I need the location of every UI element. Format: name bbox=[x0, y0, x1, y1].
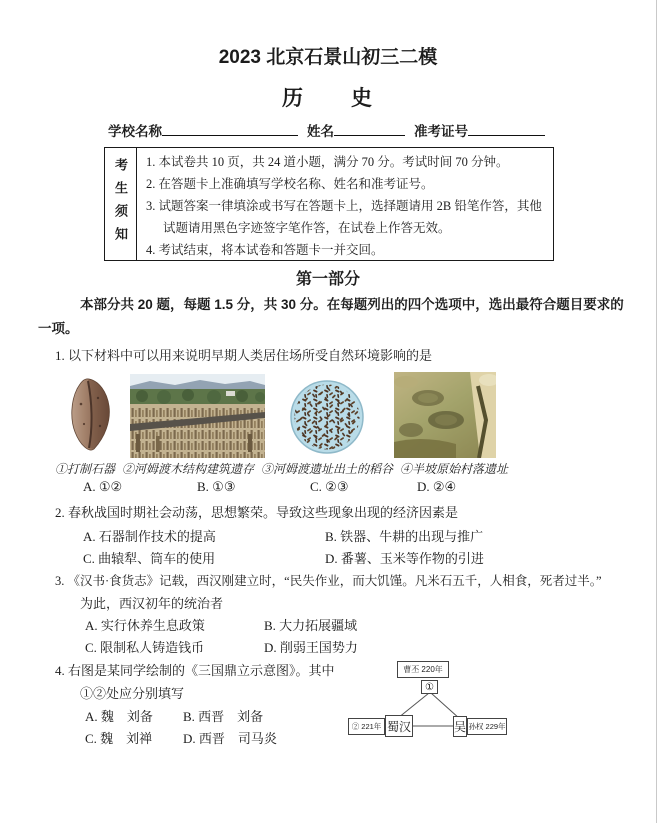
q3-option-d: D. 削弱王国势力 bbox=[264, 640, 358, 655]
student-info-row bbox=[108, 120, 545, 140]
section-heading: 第一部分 bbox=[295, 271, 360, 288]
q1-stem: 1. 以下材料中可以用来说明早期人类居住场所受自然环境影响的是 bbox=[55, 348, 433, 363]
school-name-label: 学校名称 bbox=[108, 124, 162, 139]
diagram-box-sunquan-229: 孙权 229年 bbox=[467, 718, 507, 735]
q4-stem-line2: ①②处应分别填写 bbox=[80, 686, 185, 701]
diagram-box-shuhan: 蜀汉 bbox=[385, 715, 413, 737]
q3-stem-line2: 为此，西汉初年的统治者 bbox=[80, 596, 224, 611]
q3-stem-line1: 3. 《汉书·食货志》记载，西汉刚建立时，“民失作业，而大饥馑。凡米石五千，人相食，死者过半。” bbox=[55, 574, 602, 588]
q4-stem-line1: 4. 右图是某同学绘制的《三国鼎立示意图》。其中 bbox=[55, 663, 335, 678]
caption-rice-grains: ③河姆渡遗址出土的稻谷 bbox=[261, 462, 394, 476]
photo-hemudu-rice-grains bbox=[290, 380, 364, 454]
q3-option-a: A. 实行休养生息政策 bbox=[85, 618, 205, 633]
school-name-blank-line bbox=[162, 122, 298, 136]
exam-id-blank-line bbox=[468, 122, 545, 136]
diagram-box-node2-221: ② 221年 bbox=[348, 718, 385, 735]
q3-option-b: B. 大力拓展疆域 bbox=[264, 618, 358, 633]
q1-option-a: A. ①② bbox=[83, 479, 123, 494]
subject-title: 历 史 bbox=[282, 87, 374, 110]
section-intro-line2: 一项。 bbox=[38, 321, 79, 336]
q2-option-b: B. 铁器、牛耕的出现与推广 bbox=[325, 529, 484, 544]
page-title: 2023 北京石景山初三二模 bbox=[218, 47, 438, 68]
caption-stone-tool: ①打制石器 bbox=[55, 462, 116, 476]
photo-chipped-stone-tool bbox=[63, 376, 117, 454]
name-label: 姓名 bbox=[307, 124, 334, 139]
caption-banpo-site: ④半坡原始村落遗址 bbox=[400, 462, 509, 476]
notice-item-2: 2. 在答题卡上准确填写学校名称、姓名和准考证号。 bbox=[146, 177, 434, 191]
q2-option-d: D. 番薯、玉米等作物的引进 bbox=[325, 551, 484, 566]
diagram-box-caopi-220: 曹丕 220年 bbox=[397, 661, 449, 678]
diagram-node-1: ① bbox=[421, 680, 438, 694]
q2-option-c: C. 曲辕犁、筒车的使用 bbox=[83, 551, 216, 566]
candidate-notice-box bbox=[104, 147, 554, 261]
photo-hemudu-wooden-structure-site bbox=[130, 374, 265, 458]
photo-banpo-village-site bbox=[394, 372, 496, 458]
q2-option-a: A. 石器制作技术的提高 bbox=[83, 529, 216, 544]
caption-hemudu-structure: ②河姆渡木结构建筑遗存 bbox=[122, 462, 255, 476]
notice-item-4: 4. 考试结束，将本试卷和答题卡一并交回。 bbox=[146, 243, 384, 257]
notice-item-3: 3. 试题答案一律填涂或书写在答题卡上，选择题请用 2B 铅笔作答，其他试题请用黑色字迹签字笔作答，在试卷上作答无效。 bbox=[146, 199, 542, 235]
notice-items bbox=[137, 148, 553, 260]
q4-option-d: D. 西晋 司马炎 bbox=[183, 731, 277, 746]
q1-option-c: C. ②③ bbox=[310, 479, 349, 494]
q2-stem: 2. 春秋战国时期社会动荡，思想繁荣。导致这些现象出现的经济因素是 bbox=[55, 505, 459, 520]
three-kingdoms-diagram bbox=[340, 655, 520, 755]
q1-figure-captions bbox=[55, 460, 509, 477]
name-blank-line bbox=[334, 122, 405, 136]
exam-id-label: 准考证号 bbox=[414, 124, 468, 139]
q4-option-b: B. 西晋 刘备 bbox=[183, 709, 264, 724]
section-intro-line1: 本部分共 20 题，每题 1.5 分，共 30 分。在每题列出的四个选项中，选出最符合题目要求的 bbox=[80, 297, 624, 312]
q1-option-d: D. ②④ bbox=[417, 479, 457, 494]
diagram-box-wu: 吴 bbox=[453, 716, 467, 737]
q1-option-b: B. ①③ bbox=[197, 479, 236, 494]
notice-item-1: 1. 本试卷共 10 页，共 24 道小题，满分 70 分。考试时间 70 分钟。 bbox=[146, 155, 509, 169]
q4-option-a: A. 魏 刘备 bbox=[85, 709, 153, 724]
notice-side-label: 考生须知 bbox=[105, 148, 137, 260]
q4-option-c: C. 魏 刘禅 bbox=[85, 731, 153, 746]
q3-option-c: C. 限制私人铸造钱币 bbox=[85, 640, 205, 655]
